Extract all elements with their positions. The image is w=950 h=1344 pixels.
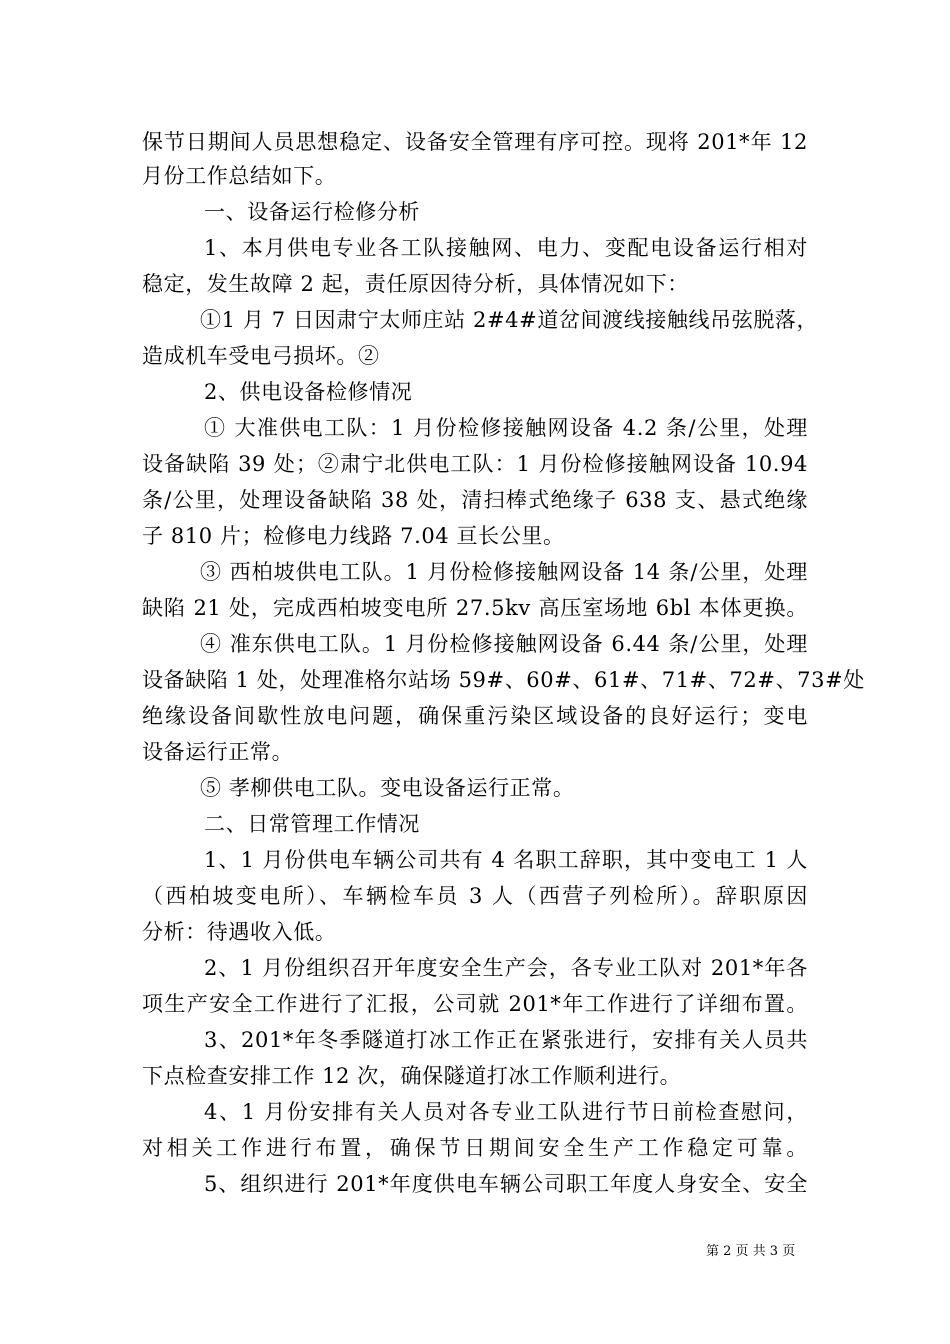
text-line: ①1 月 7 日因肃宁太师庄站 2#4#道岔间渡线接触线吊弦脱落， [200, 308, 819, 332]
text-line: 4、1 月份安排有关人员对各专业工队进行节日前检查慰问， [204, 1100, 808, 1124]
text-line: 造成机车受电弓损坏。② [142, 344, 380, 368]
text-line: 设备缺陷 39 处；②肃宁北供电工队：1 月份检修接触网设备 10.94 [142, 452, 808, 476]
section-heading: 一、设备运行检修分析 [204, 200, 420, 224]
text-line: 下点检查安排工作 12 次，确保隧道打冰工作顺利进行。 [142, 1064, 682, 1088]
text-line: 分析：待遇收入低。 [142, 920, 337, 944]
text-line: 绝缘设备间歇性放电问题，确保重污染区域设备的良好运行；变电 [142, 704, 808, 728]
text-line: ① 大准供电工队：1 月份检修接触网设备 4.2 条/公里，处理 [204, 416, 808, 440]
text-line: ③ 西柏坡供电工队。1 月份检修接触网设备 14 条/公里，处理 [200, 560, 808, 584]
text-line: 缺陷 21 处，完成西柏坡变电所 27.5kv 高压室场地 6bl 本体更换。 [142, 596, 808, 620]
text-line: 保节日期间人员思想稳定、设备安全管理有序可控。现将 201*年 12 [142, 130, 808, 154]
text-line: 1、本月供电专业各工队接触网、电力、变配电设备运行相对 [204, 236, 808, 260]
text-line: （西柏坡变电所）、车辆检车员 3 人（西营子列检所）。辞职原因 [142, 884, 808, 908]
subsection-heading: 2、供电设备检修情况 [204, 380, 413, 404]
text-line: ④ 准东供电工队。1 月份检修接触网设备 6.44 条/公里，处理 [200, 632, 808, 656]
text-line: 子 810 片；检修电力线路 7.04 亘长公里。 [142, 524, 565, 548]
text-line: 5、组织进行 201*年度供电车辆公司职工年度人身安全、安全 [204, 1172, 808, 1196]
text-line: 条/公里，处理设备缺陷 38 处，清扫棒式绝缘子 638 支、悬式绝缘 [142, 488, 808, 512]
text-line: 对相关工作进行布置，确保节日期间安全生产工作稳定可靠。 [142, 1136, 808, 1160]
section-heading: 二、日常管理工作情况 [204, 812, 420, 836]
text-line: 设备运行正常。 [142, 740, 294, 764]
text-line: 稳定，发生故障 2 起，责任原因待分析，具体情况如下： [142, 272, 689, 296]
text-line: 月份工作总结如下。 [142, 164, 337, 188]
text-line: 2、1 月份组织召开年度安全生产会，各专业工队对 201*年各 [204, 956, 808, 980]
text-line: 项生产安全工作进行了汇报，公司就 201*年工作进行了详细布置。 [142, 992, 808, 1016]
text-line: 设备缺陷 1 处，处理准格尔站场 59#、60#、61#、71#、72#、73#处 [142, 668, 865, 692]
page-number-footer: 第 2 页 共 3 页 [706, 1244, 796, 1259]
text-line: ⑤ 孝柳供电工队。变电设备运行正常。 [200, 776, 575, 800]
text-line: 1、1 月份供电车辆公司共有 4 名职工辞职，其中变电工 1 人 [204, 848, 808, 872]
text-line: 3、201*年冬季隧道打冰工作正在紧张进行，安排有关人员共 [204, 1028, 808, 1052]
